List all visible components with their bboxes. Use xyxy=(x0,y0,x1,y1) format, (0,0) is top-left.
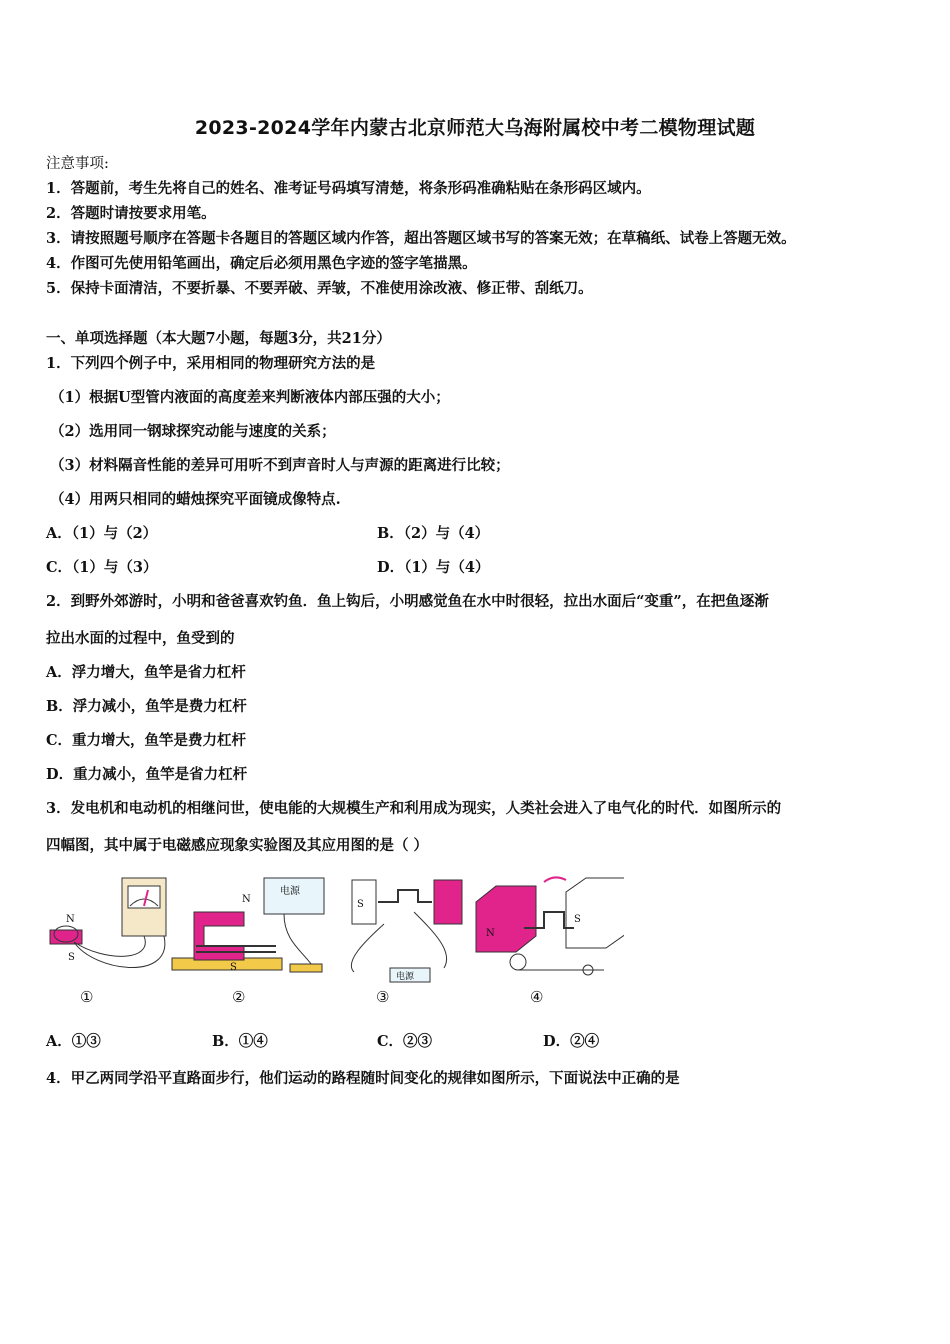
question-3-option-b[interactable]: B．①④ xyxy=(212,1033,268,1050)
notice-item: 3．请按照题号顺序在答题卡各题目的答题区域内作答，超出答题区域书写的答案无效；在草稿纸、试卷上答题无效。 xyxy=(46,230,796,247)
figure-2-drawing xyxy=(172,878,324,973)
question-1-item: （3）材料隔音性能的差异可用听不到声音时人与声源的距离进行比较； xyxy=(50,457,510,474)
figure-4-n-label: N xyxy=(486,928,495,939)
figure-1-s-label: S xyxy=(68,952,75,963)
notice-item: 2．答题时请按要求用笔。 xyxy=(46,205,216,222)
page-title: 2023-2024学年内蒙古北京师范大乌海附属校中考二模物理试题 xyxy=(194,117,756,139)
question-2-stem-cont: 拉出水面的过程中，鱼受到的 xyxy=(46,630,235,647)
question-2-option-c[interactable]: C．重力增大，鱼竿是费力杠杆 xyxy=(46,732,247,749)
question-3-option-d[interactable]: D．②④ xyxy=(543,1033,600,1050)
question-2-option-d[interactable]: D．重力减小，鱼竿是省力杠杆 xyxy=(46,766,248,783)
notice-item: 1．答题前，考生先将自己的姓名、准考证号码填写清楚，将条形码准确粘贴在条形码区域内。 xyxy=(46,180,651,197)
figure-2-n-label: N xyxy=(242,894,251,905)
figure-3-label: ③ xyxy=(376,988,390,1006)
notice-item: 4．作图可先使用铅笔画出，确定后必须用黑色字迹的签字笔描黑。 xyxy=(46,255,477,272)
question-3-option-c[interactable]: C．②③ xyxy=(377,1033,433,1050)
figure-1-drawing xyxy=(50,878,166,968)
section-heading: 一、单项选择题（本大题7小题，每题3分，共21分） xyxy=(46,330,391,347)
question-2-option-b[interactable]: B．浮力减小，鱼竿是费力杠杆 xyxy=(46,698,247,715)
figure-4-s-label: S xyxy=(574,914,581,925)
question-4-stem: 4．甲乙两同学沿平直路面步行，他们运动的路程随时间变化的规律如图所示，下面说法中正确的是 xyxy=(46,1070,680,1087)
question-1-option-a[interactable]: A．（1）与（2） xyxy=(46,525,158,542)
figure-3-drawing xyxy=(351,880,462,982)
figure-3-s-label: S xyxy=(357,899,364,910)
notice-item: 5．保持卡面清洁，不要折暴、不要弄破、弄皱，不准使用涂改液、修正带、刮纸刀。 xyxy=(46,280,593,297)
figure-2-label: ② xyxy=(232,988,246,1006)
question-1-item: （1）根据U型管内液面的高度差来判断液体内部压强的大小； xyxy=(50,389,450,406)
question-3-option-a[interactable]: A．①③ xyxy=(46,1033,101,1050)
figure-3-power-label: 电源 xyxy=(396,972,415,982)
question-3-stem: 3．发电机和电动机的相继问世，使电能的大规模生产和利用成为现实，人类社会进入了电气化的时代．如图所示的 xyxy=(46,800,782,817)
figure-4-label: ④ xyxy=(530,988,544,1006)
figure-2-power-label: 电源 xyxy=(280,886,300,897)
figure-2-s-label: S xyxy=(230,962,237,973)
question-1-option-b[interactable]: B．（2）与（4） xyxy=(377,525,490,542)
figure-4-drawing xyxy=(476,877,624,975)
notice-heading: 注意事项: xyxy=(46,156,109,172)
question-2-option-a[interactable]: A．浮力增大，鱼竿是省力杠杆 xyxy=(46,664,246,681)
question-1-stem: 1．下列四个例子中，采用相同的物理研究方法的是 xyxy=(46,355,376,372)
question-1-option-d[interactable]: D．（1）与（4） xyxy=(377,559,490,576)
question-1-item: （4）用两只相同的蜡烛探究平面镜成像特点. xyxy=(50,491,341,508)
figure-1-n-label: N xyxy=(66,914,75,925)
question-3-stem-cont: 四幅图，其中属于电磁感应现象实验图及其应用图的是（ ） xyxy=(46,837,429,854)
question-2-stem: 2．到野外郊游时，小明和爸爸喜欢钓鱼．鱼上钩后，小明感觉鱼在水中时很轻，拉出水面后“变重”，在把鱼逐渐 xyxy=(46,593,769,610)
question-1-item: （2）选用同一钢球探究动能与速度的关系； xyxy=(50,423,336,440)
figure-1-label: ① xyxy=(80,988,94,1006)
question-1-option-c[interactable]: C．（1）与（3） xyxy=(46,559,158,576)
